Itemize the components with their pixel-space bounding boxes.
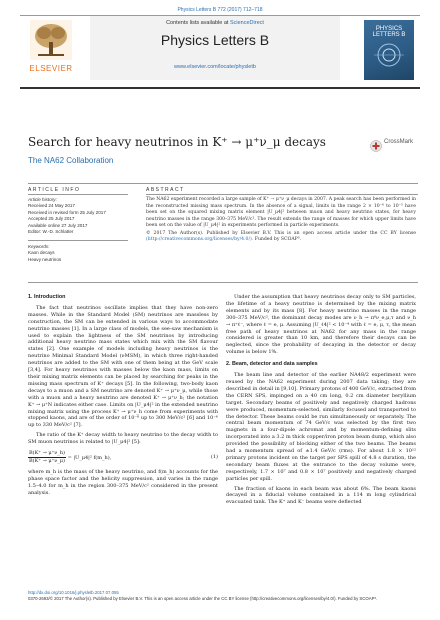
equation-numerator: B(K⁺ → μ⁺ν_h) <box>29 450 65 457</box>
body-paragraph: The beam line and detector of the earlier NA48/2 experiment were reused by the NA62 experiment during 2007 data taking; they are described in detail in [9,10]. Primary protons of 400 GeV/c, extracted from the CERN SPS, impinged on a 40 cm long, 0.2 cm diameter beryllium target. Secondary beams of positively and negatively charged hadrons were produced, momentum-selected, similarly focused and transported to the detector. These beams could be run simultaneously or separately. The central beam momentum of 74 GeV/c was selected by the first two magnets in a four-dipole achromat and by momentum-defining slits incorporated into a 3.2 m thick copper/iron proton beam dump, which also provided the possibility of blocking either of the two beams. The beams had a momentum spread of ±1.4 GeV/c (rms). For about 1.8 × 10¹² primary protons incident on the target per SPS spill of 4.8 s duration, the secondary beam fluxes at the entrance to the decay volume were, respectively, 1.7 × 10⁷ and 0.8 × 10⁷ positively and negatively charged particles per spill. <box>226 372 416 482</box>
footer-license: 0370-2693/© 2017 The Author(s). Published by Elsevier B.V. This is an open access article under the CC BY license (http://creativecommons.org/licenses/by/4.0/). Funded by SCOAP³. <box>28 595 378 601</box>
history-item: Accepted 25 July 2017 <box>28 216 75 222</box>
publisher-logo-text: ELSEVIER <box>29 64 73 73</box>
equation-fraction <box>28 450 66 465</box>
publisher-logo <box>24 20 78 80</box>
divider-info <box>28 194 128 195</box>
abstract-copyright <box>146 231 416 244</box>
doi-link[interactable]: http://dx.doi.org/10.1016/j.physletb.2017.07.055 <box>28 590 119 595</box>
info-divider <box>28 240 128 241</box>
history-item: Editor: W.-D. Schlatter <box>28 229 74 235</box>
equation-rhs: = |U_μ4|² f(m_h), <box>67 454 112 461</box>
history-item: Received in revised form 25 July 2017 <box>28 209 106 215</box>
keyword: Heavy neutrinos <box>28 256 62 262</box>
history-item: Received 24 May 2017 <box>28 203 75 209</box>
keywords-label: Keywords: <box>28 243 50 249</box>
divider-top <box>28 183 418 184</box>
divider-abstract <box>146 194 418 195</box>
contents-prefix: Contents lists available at <box>166 20 230 26</box>
article-authors[interactable]: The NA62 Collaboration <box>28 156 114 165</box>
abstract-body <box>146 197 416 244</box>
equation-1 <box>28 450 218 465</box>
article-info <box>28 197 128 263</box>
page-footer <box>28 590 418 601</box>
copyright-text: © 2017 The Author(s). Published by Elsevier B.V. This is an open access article under the CC BY license <box>146 230 416 236</box>
contents-line <box>90 20 340 26</box>
body-paragraph: The fraction of kaons in each beam was about 6%. The beam kaons decayed in a fiducial volume contained in a 114 m long cylindrical evacuated tank. The K⁺ and K⁻ beams were deflected <box>226 485 416 506</box>
intro-heading: 1. Introduction <box>28 294 66 300</box>
journal-cover <box>364 20 414 80</box>
keyword: Kaon decays <box>28 250 55 256</box>
divider-body <box>28 282 418 283</box>
masthead <box>20 15 420 89</box>
body-paragraph: Under the assumption that heavy neutrinos decay only to SM particles, the lifetime of a heavy neutrino is determined by the mixing matrix elements and by its mass [8]. For heavy neutrino masses in the range 300–375 MeV/c², the dominant decay modes are ν_h → π⁰ν_e,μ,τ and ν_h → π⁺ℓ⁻, where ℓ = e, μ. Assuming |U_ℓ4|² < 10⁻⁴ with ℓ = e, μ, τ, the mean free path of heavy neutrinos at NA62 for any mass in the range considered is greater than 10 km, and therefore their decays can be neglected, since the probability of decaying in the detector or decay volume is below 1%. <box>226 294 416 356</box>
intro-paragraph: The fact that neutrinos oscillate implies that they have non-zero masses. While in the Standard Model (SM) neutrinos are massless by construction, the SM can be extended in various ways to accommodate neutrino masses [1]. In a large class of models, the see-saw mechanism is used to explain the lightness of the SM neutrinos by introducing additional heavy neutrino mass states which mix with the SM flavour states [2]. One example of models including heavy neutrinos is the neutrino Minimal Standard Model (νMSM), in which three right-handed neutrinos are added to the SM with one of them being at the GeV scale [3,4]. For heavy neutrinos with masses below the kaon mass, limits on their mixing matrix elements can be placed by searching for peaks in the missing mass spectrum of K⁺ decays [5]. In the following, two-body kaon decays to a muon and a SM neutrino are denoted K⁺ → μ⁺ν_μ, while those with a muon and a heavy neutrino are denoted K⁺ → μ⁺ν_h; the notation K⁺ → μ⁺N indicates either case. Limits on |U_μ4|² in the extended neutrino mixing matrix using the process K⁺ → μ⁺ν_h come from experiments with stopped kaons, and are of the order of 10⁻⁸ up to 300 MeV/c² [6] and 10⁻⁶ up to 330 MeV/c² [7]. <box>28 304 218 429</box>
journal-citation: Physics Letters B 772 (2017) 712–718 <box>177 7 263 13</box>
crossmark-icon <box>370 140 382 152</box>
intro-paragraph: The ratio of the K⁺ decay width to heavy neutrino to the decay width to SM muon neutrinos is related to |U_μ4|² [5]: <box>28 432 218 446</box>
license-link[interactable]: (http://creativecommons.org/licenses/by/4.0/). <box>146 237 254 242</box>
intro-paragraph: where m_h is the mass of the heavy neutrino, and f(m_h) accounts for the phase space factor and the helicity suppression, and varies in the range 1.5–4.0 for m_h in the region 300–375 MeV/c² considered in the present analysis. <box>28 468 218 496</box>
beam-heading: 2. Beam, detector and data samples <box>226 361 318 368</box>
left-column <box>28 294 218 499</box>
right-column <box>226 294 416 509</box>
crossmark-button[interactable] <box>370 137 416 151</box>
journal-name: Physics Letters B <box>160 32 270 48</box>
journal-banner <box>90 16 340 80</box>
history-label: Article history: <box>28 197 57 202</box>
equation-label: (1) <box>210 453 218 460</box>
cover-title: PHYSICS LETTERS B <box>372 26 406 38</box>
sciencedirect-link[interactable]: ScienceDirect <box>229 20 264 26</box>
journal-homepage-link[interactable]: www.elsevier.com/locate/physletb <box>174 64 256 70</box>
equation-denominator: B(K⁺ → μ⁺ν_μ) <box>28 457 65 464</box>
journal-homepage <box>90 64 340 70</box>
crossmark-label: CrossMark <box>384 139 414 145</box>
history-item: Available online 27 July 2017 <box>28 222 88 228</box>
article-info-heading: ARTICLE INFO <box>28 187 81 193</box>
funding-text: Funded by SCOAP³. <box>253 237 302 242</box>
cover-graphic-icon <box>372 40 406 70</box>
elsevier-tree-icon <box>30 20 72 60</box>
article-title: Search for heavy neutrinos in K⁺ → μ⁺ν_μ decays <box>28 135 326 149</box>
abstract-text: The NA62 experiment recorded a large sample of K⁺ → μ⁺ν_μ decays in 2007. A peak search has been performed in the reconstructed missing mass spectrum. In the absence of a signal, limits in the range 2 × 10⁻⁶ to 10⁻⁵ have been set on the squared mixing matrix element |U_μ4|² between muon and heavy neutrino states, for heavy neutrino masses in the range 300–375 MeV/c². The result extends the range of masses for which upper limits have been set on the value of |U_μ4|² in experiments performed in particle experiments. <box>146 197 416 228</box>
abstract-heading: ABSTRACT <box>146 187 185 193</box>
